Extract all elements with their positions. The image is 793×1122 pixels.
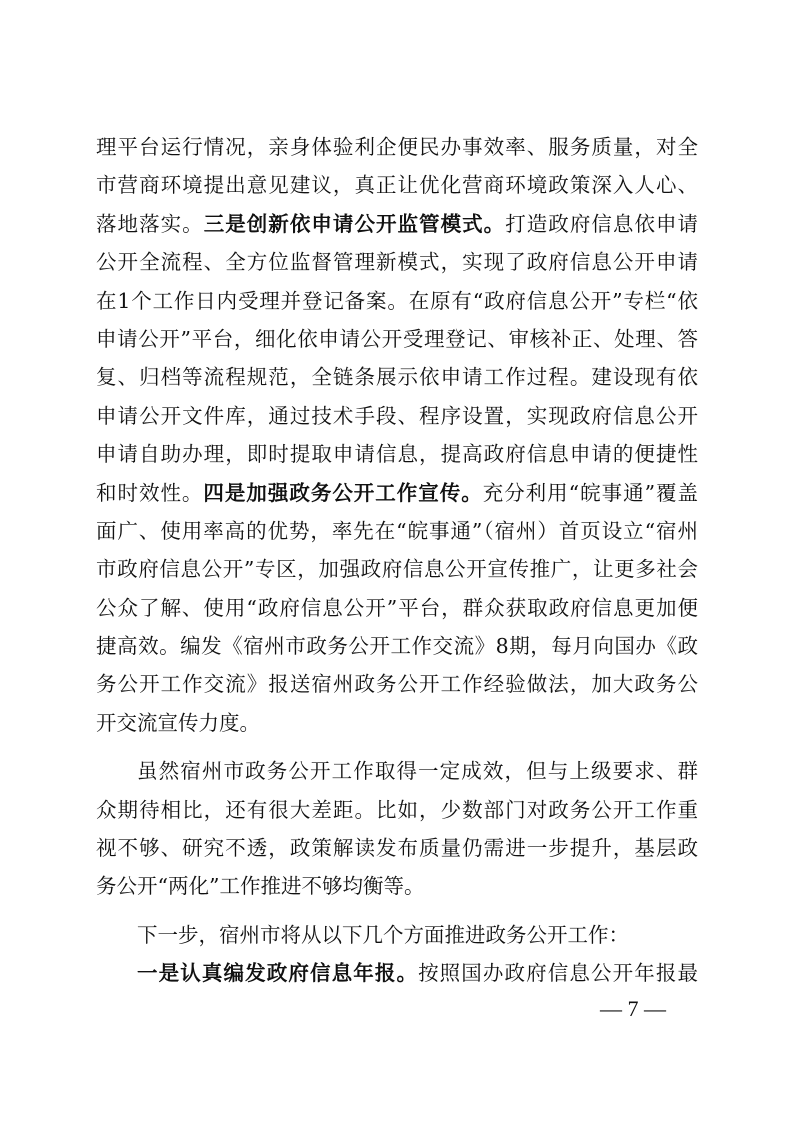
text-line: 理平台运行情况，亲身体验利企便民办事效率、服务质量，对全 [96, 135, 698, 159]
text-line: 复、归档等流程规范，全链条展示依申请工作过程。建设现有依 [96, 365, 698, 390]
text-run: 充分利用“皖事通”覆盖 [482, 480, 699, 505]
bold-heading-4: 四是加强政务公开工作宣传。 [203, 480, 483, 505]
text-line: 开交流宣传力度。 [96, 710, 260, 735]
text-line: 公开全流程、全方位监督管理新模式，实现了政府信息公开申请 [96, 250, 698, 275]
text-line [96, 205, 698, 243]
bold-heading-1: 一是认真编发政府信息年报。 [137, 961, 419, 986]
text-line: 面广、使用率高的优势，率先在“皖事通”（宿州）首页设立“宿州 [96, 518, 698, 543]
text-line: 捷高效。编发《宿州市政务公开工作交流》8期，每月向国办《政 [96, 634, 698, 659]
text-line: 市营商环境提出意见建议，真正让优化营商环境政策深入人心、 [96, 173, 698, 198]
bold-heading-3: 三是创新依申请公开监管模式。 [203, 211, 506, 236]
text-line: 在1个工作日内受理并登记备案。在原有“政府信息公开”专栏“依 [96, 288, 698, 313]
text-line: 务公开工作交流》报送宿州政务公开工作经验做法，加大政务公 [96, 672, 698, 697]
text-line: 视不够、研究不透，政策解读发布质量仍需进一步提升，基层政 [96, 836, 698, 861]
paragraph-gap [96, 906, 698, 916]
text-run: 和时效性。 [96, 480, 204, 505]
text-line: 下一步，宿州市将从以下几个方面推进政务公开工作： [137, 922, 629, 947]
page-number: — 7 — [600, 996, 666, 1021]
text-line: 市政府信息公开”专区，加强政府信息公开宣传推广，让更多社会 [96, 557, 698, 582]
text-line: 公众了解、使用“政府信息公开”平台，群众获取政府信息更加便 [96, 595, 698, 620]
text-line: 申请自助办理，即时提取申请信息，提高政府信息申请的便捷性 [96, 442, 698, 467]
text-line: 务公开“两化”工作推进不够均衡等。 [96, 874, 425, 899]
text-line [96, 954, 698, 992]
text-line: 虽然宿州市政务公开工作取得一定成效，但与上级要求、群 [137, 759, 698, 784]
body-text [96, 128, 698, 993]
text-run: 打造政府信息依申请 [505, 211, 699, 236]
text-line: 申请公开文件库，通过技术手段、程序设置，实现政府信息公开 [96, 403, 698, 428]
text-run: 落地落实。 [96, 211, 204, 236]
text-run: 按照国办政府信息公开年报最 [418, 961, 699, 986]
text-line: 众期待相比，还有很大差距。比如，少数部门对政务公开工作重 [96, 797, 698, 822]
text-line: 申请公开”平台，细化依申请公开受理登记、审核补正、处理、答 [96, 326, 698, 351]
paragraph-gap [96, 742, 698, 752]
text-line [96, 474, 698, 512]
